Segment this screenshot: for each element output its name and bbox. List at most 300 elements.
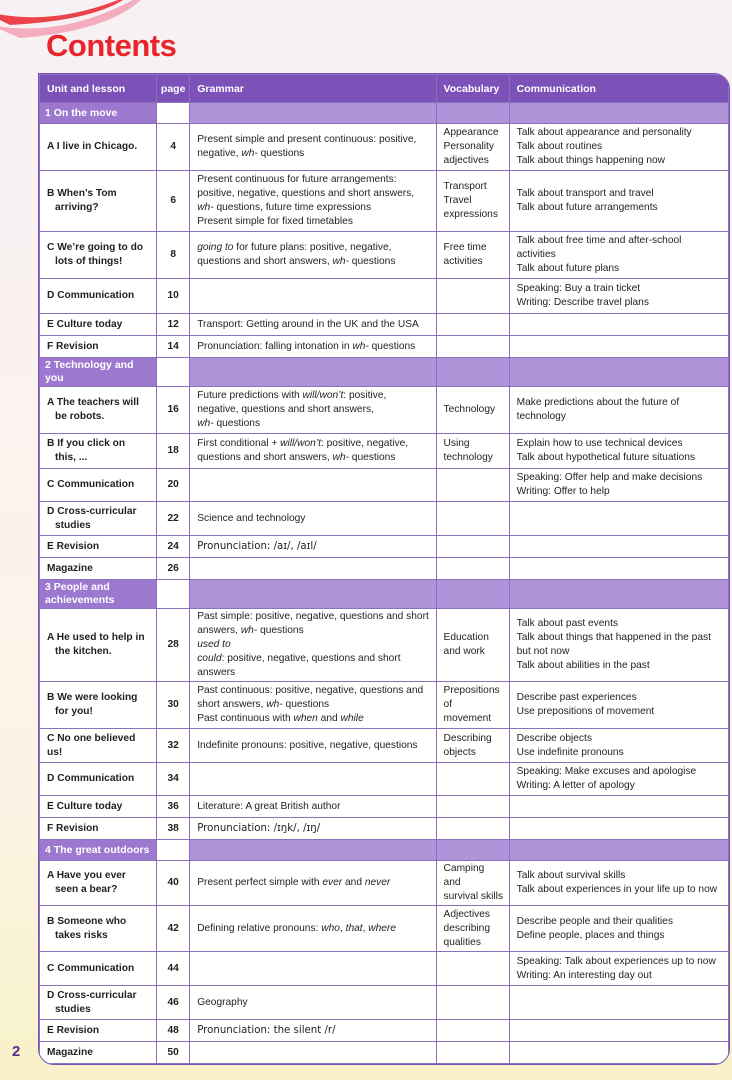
lesson-name[interactable] bbox=[40, 986, 157, 1020]
vocabulary-cell bbox=[436, 558, 509, 580]
grammar-line: First conditional + will/won’t: positive, negative, bbox=[197, 438, 409, 449]
contents-table-container bbox=[38, 73, 730, 1065]
title-line: achievements bbox=[45, 594, 115, 606]
header-unit-and-lesson: Unit and lesson bbox=[40, 75, 157, 103]
vocabulary-line: Technology bbox=[443, 404, 496, 415]
communication-line: Talk about appearance and personality bbox=[516, 127, 692, 138]
lesson-page-number[interactable]: 24 bbox=[157, 536, 190, 558]
communication-line: technology bbox=[516, 411, 566, 422]
vocabulary-line: Adjectives bbox=[443, 908, 490, 920]
grammar-cell bbox=[190, 986, 436, 1020]
grammar-cell bbox=[190, 536, 436, 558]
name-line: this, ... bbox=[55, 452, 88, 463]
grammar-cell bbox=[190, 763, 436, 796]
grammar-line: Defining relative pronouns: who, that, where bbox=[197, 922, 397, 934]
grammar-line: used to bbox=[197, 639, 231, 650]
lesson-row bbox=[40, 558, 729, 580]
grammar-line: positive, negative, questions and short answers, bbox=[197, 188, 415, 199]
grammar-line: questions and short answers, wh- questions bbox=[197, 452, 396, 463]
lesson-page-number[interactable]: 40 bbox=[157, 861, 190, 906]
communication-cell bbox=[509, 1042, 728, 1064]
grammar-line: could: positive, negative, questions and short answers bbox=[197, 653, 401, 678]
vocabulary-cell bbox=[436, 336, 509, 358]
unit-page-cell bbox=[157, 103, 190, 124]
lesson-page-number[interactable]: 8 bbox=[157, 232, 190, 279]
communication-line: Talk about survival skills bbox=[516, 870, 626, 881]
vocabulary-cell bbox=[436, 682, 509, 729]
vocabulary-cell bbox=[436, 609, 509, 682]
vocabulary-line: Education bbox=[443, 632, 489, 643]
name-line: Magazine bbox=[47, 562, 93, 574]
lesson-page-number[interactable]: 26 bbox=[157, 558, 190, 580]
lesson-row bbox=[40, 536, 729, 558]
communication-line: Describe objects bbox=[516, 732, 592, 744]
communication-cell bbox=[509, 763, 728, 796]
contents-table bbox=[39, 74, 729, 1064]
grammar-cell bbox=[190, 434, 436, 469]
grammar-cell bbox=[190, 232, 436, 279]
lesson-page-number[interactable]: 44 bbox=[157, 952, 190, 986]
grammar-cell bbox=[190, 609, 436, 682]
lesson-row bbox=[40, 502, 729, 536]
name-line: E Revision bbox=[47, 1024, 100, 1036]
name-line: D Communication bbox=[47, 773, 135, 784]
lesson-page-number[interactable]: 32 bbox=[157, 729, 190, 763]
vocabulary-cell bbox=[436, 1020, 509, 1042]
grammar-cell bbox=[190, 952, 436, 986]
lesson-name[interactable] bbox=[40, 861, 157, 906]
name-line: C No one believed us! bbox=[47, 732, 136, 758]
lesson-name[interactable] bbox=[40, 729, 157, 763]
name-line: F Revision bbox=[47, 340, 99, 352]
communication-cell bbox=[509, 682, 728, 729]
unit-band-cell bbox=[190, 358, 436, 387]
name-line: D Communication bbox=[47, 290, 135, 301]
title-line: 1 On the move bbox=[45, 106, 118, 119]
communication-cell bbox=[509, 502, 728, 536]
vocabulary-cell bbox=[436, 906, 509, 952]
grammar-line: wh- questions bbox=[197, 418, 261, 429]
communication-line: Writing: Offer to help bbox=[516, 486, 610, 497]
name-line: takes risks bbox=[55, 929, 108, 941]
vocabulary-line: Free time bbox=[443, 242, 487, 253]
communication-line: Speaking: Talk about experiences up to now bbox=[516, 955, 716, 967]
name-line: A Have you ever bbox=[47, 870, 126, 881]
lesson-page-number[interactable]: 4 bbox=[157, 124, 190, 171]
grammar-line: Present simple and present continuous: positive, bbox=[197, 134, 417, 145]
vocabulary-cell bbox=[436, 314, 509, 336]
title-line: 3 People and bbox=[45, 581, 110, 593]
lesson-name[interactable] bbox=[40, 502, 157, 536]
lesson-name[interactable] bbox=[40, 609, 157, 682]
vocabulary-cell bbox=[436, 502, 509, 536]
unit-title bbox=[40, 358, 157, 387]
vocabulary-line: and work bbox=[443, 646, 485, 657]
name-line: F Revision bbox=[47, 822, 99, 834]
communication-line: Talk about free time and after-school bbox=[516, 235, 682, 246]
unit-title bbox=[40, 103, 157, 124]
title-line: 4 The great outdoors bbox=[45, 843, 150, 856]
lesson-name[interactable] bbox=[40, 387, 157, 434]
grammar-line: going to for future plans: positive, negative, bbox=[197, 242, 392, 253]
vocabulary-cell bbox=[436, 818, 509, 840]
communication-cell bbox=[509, 336, 728, 358]
lesson-page-number[interactable]: 20 bbox=[157, 469, 190, 502]
grammar-cell bbox=[190, 387, 436, 434]
lesson-name[interactable] bbox=[40, 682, 157, 729]
name-line: D Cross-curricular bbox=[47, 989, 137, 1001]
communication-line: Talk about hypothetical future situations bbox=[516, 452, 696, 463]
lesson-name[interactable] bbox=[40, 763, 157, 796]
contents-table-body bbox=[40, 103, 729, 1064]
grammar-line: Present perfect simple with ever and never bbox=[197, 877, 391, 888]
communication-cell bbox=[509, 434, 728, 469]
communication-line: Talk about things happening now bbox=[516, 155, 666, 166]
unit-header-row bbox=[40, 358, 729, 387]
lesson-page-number[interactable]: 6 bbox=[157, 171, 190, 232]
lesson-row bbox=[40, 729, 729, 763]
grammar-cell bbox=[190, 796, 436, 818]
lesson-page-number[interactable]: 38 bbox=[157, 818, 190, 840]
name-line: arriving? bbox=[55, 202, 99, 213]
name-line: B When’s Tom bbox=[47, 188, 117, 199]
name-line: Magazine bbox=[47, 1046, 93, 1058]
header-grammar: Grammar bbox=[190, 75, 436, 103]
communication-cell bbox=[509, 279, 728, 314]
lesson-row bbox=[40, 763, 729, 796]
lesson-row bbox=[40, 387, 729, 434]
vocabulary-cell bbox=[436, 536, 509, 558]
unit-band-cell bbox=[509, 103, 728, 124]
communication-line: Writing: An interesting day out bbox=[516, 969, 652, 981]
lesson-row bbox=[40, 682, 729, 729]
vocabulary-line: Travel bbox=[443, 195, 472, 206]
lesson-name[interactable] bbox=[40, 279, 157, 314]
lesson-row bbox=[40, 1020, 729, 1042]
communication-line: Use prepositions of movement bbox=[516, 706, 655, 717]
communication-line: activities bbox=[516, 249, 556, 260]
vocabulary-line: Transport bbox=[443, 181, 487, 192]
lesson-page-number[interactable]: 50 bbox=[157, 1042, 190, 1064]
communication-cell bbox=[509, 558, 728, 580]
grammar-line: Geography bbox=[197, 996, 248, 1008]
grammar-line: Past continuous: positive, negative, questions and bbox=[197, 685, 424, 696]
vocabulary-line: of bbox=[443, 699, 453, 710]
lesson-page-number[interactable]: 30 bbox=[157, 682, 190, 729]
vocabulary-cell bbox=[436, 387, 509, 434]
unit-band-cell bbox=[509, 358, 728, 387]
unit-band-cell bbox=[436, 580, 509, 609]
lesson-name[interactable] bbox=[40, 906, 157, 952]
name-line: B If you click on bbox=[47, 438, 126, 449]
communication-line: Describe past experiences bbox=[516, 692, 637, 703]
communication-cell bbox=[509, 124, 728, 171]
lesson-row bbox=[40, 796, 729, 818]
lesson-page-number[interactable]: 28 bbox=[157, 609, 190, 682]
grammar-cell bbox=[190, 1042, 436, 1064]
name-line: A I live in Chicago. bbox=[47, 141, 138, 152]
lesson-row bbox=[40, 124, 729, 171]
vocabulary-cell bbox=[436, 861, 509, 906]
lesson-page-number[interactable]: 46 bbox=[157, 986, 190, 1020]
name-line: E Revision bbox=[47, 540, 100, 552]
lesson-name[interactable] bbox=[40, 469, 157, 502]
grammar-cell bbox=[190, 861, 436, 906]
vocabulary-cell bbox=[436, 986, 509, 1020]
lesson-name[interactable] bbox=[40, 1042, 157, 1064]
communication-cell bbox=[509, 729, 728, 763]
lesson-row bbox=[40, 171, 729, 232]
header-page: page bbox=[157, 75, 190, 103]
lesson-name[interactable] bbox=[40, 952, 157, 986]
grammar-line: negative, questions and short answers, bbox=[197, 404, 374, 415]
grammar-cell bbox=[190, 729, 436, 763]
communication-cell bbox=[509, 469, 728, 502]
lesson-name[interactable] bbox=[40, 124, 157, 171]
grammar-cell bbox=[190, 682, 436, 729]
lesson-row bbox=[40, 232, 729, 279]
name-line: for you! bbox=[55, 706, 93, 717]
unit-band-cell bbox=[190, 840, 436, 861]
grammar-line: Pronunciation: falling intonation in wh- questions bbox=[197, 340, 416, 352]
communication-cell bbox=[509, 609, 728, 682]
grammar-line: Literature: A great British author bbox=[197, 800, 341, 812]
vocabulary-cell bbox=[436, 434, 509, 469]
lesson-row bbox=[40, 906, 729, 952]
unit-band-cell bbox=[509, 840, 728, 861]
grammar-cell bbox=[190, 336, 436, 358]
communication-line: Writing: A letter of apology bbox=[516, 780, 635, 791]
grammar-line: negative, wh- questions bbox=[197, 148, 305, 159]
lesson-row bbox=[40, 279, 729, 314]
grammar-line: Past simple: positive, negative, questions and short bbox=[197, 611, 429, 622]
vocabulary-line: expressions bbox=[443, 209, 498, 220]
communication-line: Talk about experiences in your life up to now bbox=[516, 884, 718, 895]
unit-band-cell bbox=[190, 580, 436, 609]
grammar-line: wh- questions, future time expressions bbox=[197, 202, 372, 213]
grammar-cell bbox=[190, 171, 436, 232]
vocabulary-cell bbox=[436, 952, 509, 986]
vocabulary-line: Using bbox=[443, 438, 470, 449]
communication-line: Talk about future plans bbox=[516, 263, 620, 274]
vocabulary-line: Prepositions bbox=[443, 685, 500, 696]
name-line: the kitchen. bbox=[55, 646, 112, 657]
grammar-line: Pronunciation: /aɪ/, /aɪl/ bbox=[197, 540, 317, 552]
communication-cell bbox=[509, 387, 728, 434]
vocabulary-cell bbox=[436, 1042, 509, 1064]
grammar-line: Transport: Getting around in the UK and the USA bbox=[197, 318, 419, 330]
lesson-page-number[interactable]: 42 bbox=[157, 906, 190, 952]
communication-line: Talk about past events bbox=[516, 618, 619, 629]
vocabulary-line: adjectives bbox=[443, 155, 489, 166]
vocabulary-cell bbox=[436, 796, 509, 818]
lesson-name[interactable] bbox=[40, 171, 157, 232]
lesson-page-number[interactable]: 36 bbox=[157, 796, 190, 818]
unit-header-row bbox=[40, 103, 729, 124]
grammar-line: Future predictions with will/won’t: positive, bbox=[197, 390, 387, 401]
lesson-name[interactable] bbox=[40, 1020, 157, 1042]
lesson-name[interactable] bbox=[40, 232, 157, 279]
vocabulary-line: Describing bbox=[443, 732, 492, 744]
vocabulary-line: activities bbox=[443, 256, 483, 267]
communication-line: Speaking: Make excuses and apologise bbox=[516, 766, 697, 777]
communication-line: Speaking: Buy a train ticket bbox=[516, 283, 641, 294]
communication-cell bbox=[509, 906, 728, 952]
vocabulary-line: survival skills bbox=[443, 891, 503, 902]
grammar-cell bbox=[190, 906, 436, 952]
communication-cell bbox=[509, 171, 728, 232]
communication-line: Writing: Describe travel plans bbox=[516, 297, 649, 308]
lesson-name[interactable] bbox=[40, 536, 157, 558]
unit-band-cell bbox=[509, 580, 728, 609]
table-header-row bbox=[40, 75, 729, 103]
lesson-page-number[interactable]: 22 bbox=[157, 502, 190, 536]
communication-line: Make predictions about the future of bbox=[516, 397, 680, 408]
vocabulary-line: qualities bbox=[443, 936, 481, 948]
name-line: B Someone who bbox=[47, 915, 127, 927]
vocabulary-line: technology bbox=[443, 452, 493, 463]
vocabulary-line: Appearance bbox=[443, 127, 499, 138]
vocabulary-line: Personality bbox=[443, 141, 494, 152]
lesson-row bbox=[40, 818, 729, 840]
name-line: seen a bear? bbox=[55, 884, 118, 895]
lesson-row bbox=[40, 469, 729, 502]
unit-title bbox=[40, 580, 157, 609]
lesson-page-number[interactable]: 12 bbox=[157, 314, 190, 336]
communication-cell bbox=[509, 952, 728, 986]
unit-page-cell bbox=[157, 840, 190, 861]
grammar-cell bbox=[190, 124, 436, 171]
vocabulary-line: describing bbox=[443, 922, 490, 934]
header-communication: Communication bbox=[509, 75, 728, 103]
grammar-line: answers, wh- questions bbox=[197, 625, 304, 636]
communication-line: Describe people and their qualities bbox=[516, 915, 673, 927]
lesson-page-number[interactable]: 48 bbox=[157, 1020, 190, 1042]
grammar-line: Indefinite pronouns: positive, negative, questions bbox=[197, 739, 418, 751]
page-number: 2 bbox=[12, 1043, 21, 1060]
lesson-page-number[interactable]: 18 bbox=[157, 434, 190, 469]
vocabulary-cell bbox=[436, 729, 509, 763]
communication-cell bbox=[509, 232, 728, 279]
vocabulary-line: Camping and bbox=[443, 863, 485, 888]
unit-title bbox=[40, 840, 157, 861]
grammar-line: Science and technology bbox=[197, 512, 306, 524]
grammar-line: questions and short answers, wh- questions bbox=[197, 256, 396, 267]
name-line: studies bbox=[55, 519, 91, 531]
name-line: A He used to help in bbox=[47, 632, 145, 643]
name-line: be robots. bbox=[55, 411, 105, 422]
grammar-cell bbox=[190, 818, 436, 840]
lesson-page-number[interactable]: 10 bbox=[157, 279, 190, 314]
lesson-page-number[interactable]: 16 bbox=[157, 387, 190, 434]
vocabulary-line: objects bbox=[443, 746, 476, 758]
grammar-line: Pronunciation: /ɪŋk/, /ɪŋ/ bbox=[197, 822, 321, 834]
communication-cell bbox=[509, 986, 728, 1020]
vocabulary-cell bbox=[436, 124, 509, 171]
lesson-name[interactable] bbox=[40, 818, 157, 840]
name-line: A The teachers will bbox=[47, 397, 139, 408]
lesson-row bbox=[40, 336, 729, 358]
name-line: B We were looking bbox=[47, 692, 138, 703]
lesson-name[interactable] bbox=[40, 558, 157, 580]
name-line: C Communication bbox=[47, 962, 135, 974]
unit-header-row bbox=[40, 840, 729, 861]
unit-page-cell bbox=[157, 580, 190, 609]
unit-header-row bbox=[40, 580, 729, 609]
lesson-row bbox=[40, 1042, 729, 1064]
communication-line: Speaking: Offer help and make decisions bbox=[516, 472, 703, 483]
grammar-line: Pronunciation: the silent /r/ bbox=[197, 1024, 336, 1036]
name-line: D Cross-curricular bbox=[47, 505, 137, 517]
header-vocabulary: Vocabulary bbox=[436, 75, 509, 103]
lesson-name[interactable] bbox=[40, 796, 157, 818]
lesson-name[interactable] bbox=[40, 336, 157, 358]
vocabulary-cell bbox=[436, 171, 509, 232]
communication-cell bbox=[509, 1020, 728, 1042]
unit-band-cell bbox=[436, 103, 509, 124]
lesson-page-number[interactable]: 14 bbox=[157, 336, 190, 358]
grammar-cell bbox=[190, 279, 436, 314]
unit-page-cell bbox=[157, 358, 190, 387]
unit-band-cell bbox=[436, 358, 509, 387]
grammar-cell bbox=[190, 1020, 436, 1042]
name-line: C We’re going to do bbox=[47, 242, 144, 253]
lesson-name[interactable] bbox=[40, 434, 157, 469]
communication-line: Talk about future arrangements bbox=[516, 202, 658, 213]
communication-cell bbox=[509, 861, 728, 906]
lesson-row bbox=[40, 609, 729, 682]
lesson-row bbox=[40, 986, 729, 1020]
grammar-cell bbox=[190, 469, 436, 502]
lesson-page-number[interactable]: 34 bbox=[157, 763, 190, 796]
title-line: 2 Technology and you bbox=[45, 359, 134, 384]
communication-line: Talk about things that happened in the past bbox=[516, 632, 711, 643]
communication-line: Talk about transport and travel bbox=[516, 188, 654, 199]
lesson-row bbox=[40, 434, 729, 469]
name-line: E Culture today bbox=[47, 800, 123, 812]
communication-cell bbox=[509, 796, 728, 818]
name-line: lots of things! bbox=[55, 256, 123, 267]
communication-line: Talk about routines bbox=[516, 141, 603, 152]
vocabulary-cell bbox=[436, 469, 509, 502]
communication-cell bbox=[509, 536, 728, 558]
communication-line: Define people, places and things bbox=[516, 929, 665, 941]
unit-band-cell bbox=[436, 840, 509, 861]
lesson-row bbox=[40, 314, 729, 336]
communication-cell bbox=[509, 818, 728, 840]
communication-line: Talk about abilities in the past bbox=[516, 660, 650, 671]
grammar-line: Present simple for fixed timetables bbox=[197, 216, 353, 227]
communication-cell bbox=[509, 314, 728, 336]
name-line: E Culture today bbox=[47, 318, 123, 330]
grammar-cell bbox=[190, 314, 436, 336]
lesson-name[interactable] bbox=[40, 314, 157, 336]
grammar-line: short answers, wh- questions bbox=[197, 699, 330, 710]
vocabulary-cell bbox=[436, 279, 509, 314]
grammar-line: Past continuous with when and while bbox=[197, 713, 364, 724]
lesson-row bbox=[40, 952, 729, 986]
grammar-line: Present continuous for future arrangements: bbox=[197, 174, 397, 185]
name-line: studies bbox=[55, 1003, 91, 1015]
name-line: C Communication bbox=[47, 479, 135, 490]
vocabulary-cell bbox=[436, 232, 509, 279]
page-title: Contents bbox=[46, 28, 177, 63]
communication-line: Explain how to use technical devices bbox=[516, 438, 683, 449]
vocabulary-cell bbox=[436, 763, 509, 796]
communication-line: Use indefinite pronouns bbox=[516, 746, 624, 758]
vocabulary-line: movement bbox=[443, 713, 492, 724]
unit-band-cell bbox=[190, 103, 436, 124]
